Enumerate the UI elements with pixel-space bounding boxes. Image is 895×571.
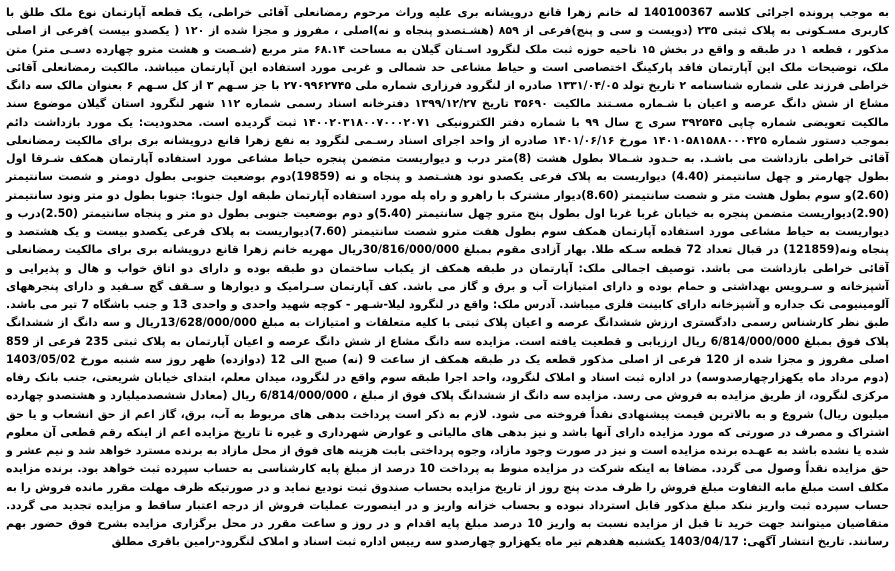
auction-notice-text: به موجب پرونده اجرائی کلاسه 140100367 له خانم زهرا قانع درویشانه بری علیه وراث مرحوم رمضانعلی آقائی خراطی، یک قطعه آپارتمان نوع ملک طلق با کاربری مسـکونی به پلاک ثبتی ۲۳۵ (دویست و سی و پنج)فرعی از ۸۵۹ (هشـتصدو پنجاه و نه)اصلی ، مفروز و مجزا شده از ۱۲۰ ( یکصدو بیست )فرعی از اصلی مذکور ، قطعه ۱ در طبقه و واقع در بخش ۱۵ ناحیه حوزه ثبت ملک لنگرود اسـتان گیلان به مساحت ۶۸.۱۴ متر مربع (شـصت و هشت مترو چهارده دسـی متر) متن ملک، توضیحات ملک این آپارتمان فاقد پارکینگ اختصاصی است و حیاط مشاعی حد شمالی و غربی مورد استفاده این آپارتمان میباشد. مالکیت رمضانعلی آقائی خراطی فرزند علی شماره شناسنامه ۲ تاریخ تولد ۱۳۳۱/۰۴/۰۵ صادره از لنگرود فرزاری شماره ملی ۲۷۰۹۹۶۲۷۴۵ با جز سـهم ۳ از کل سـهم ۶ بعنوان مالک سه دانگ مشاع از شش دانگ عرصه و اعیان با شـماره مسـتند مالکیت ۳۵۶۹۰ تاریخ ۱۳۹۹/۱۲/۲۷ دفترخانه اسناد رسمی شماره ۱۱۲ شهر لنگرود استان گیلان موضوع سند مالکیت تعویضی شماره چاپی ۳۹۲۵۴۵ سری ج سال ۹۹ با شماره دفتر الکترونیکی ۱۴۰۰۲۰۳۱۸۰۰۷۰۰۰۲۰۷۱ ثبت گردیده است. محدودیت: یک مورد بازداشت دائم بموجب دستور شماره ۱۴۰۱۰۵۸۱۵۸۸۰۰۰۴۲۵ مورخ ۱۴۰۱/۰۶/۱۶ صادره از واحد اجرای اسناد رسـمی لنگرود به نفع زهرا قانع درویشانه بری برای مالکیت رمضانعلی آقائی خراطی بازداشت می باشـد. به حـدود شـمالا بطول هشت (8)متر درب و دیواریست متضمن پنجره حیاط مشاعی مورد استفاده آپارتمان همکف شـرقا اول بطول چهارمتر و چهل سانتیمتر (4.40) دیواریست به پلاک فرعی یکصدو نود هشـتصد و پنجاه و نه (19859)دوم بوضعیت جنوبی بطول دومتر و شصت سانتیمتر (2.60)و سوم بطول هشت متر و شصت سانتیمتر (8.60)دیوار مشترک با راهرو و راه پله مورد استفاده آپارتمان طبقه اول جنوبا: جنوبا بطول دو متر ونود سانتیمتر (2.90)دیواریست متضمن پنجره به خیابان غربا غربا اول بطول پنج مترو چهل سانتیمتر (5.40)و دوم بوضعیت جنوبی بطول دو متر و پنجاه سانتیمتر (2.50)درب و دیواریست به حیاط مشاعی مورد استفاده آپارتمان همکف سوم بطول هفت مترو شصت سانتیمتر (7.60)دیواریست به پلاک فرعی یکصدو بیست و یک هشتصد و پنجاه ونه(121859) در قبال تعداد 72 قطعه سـکه طلا. بهار آزادی مقوم بمبلغ 30/816/000/000ریال مهریه خانم زهرا قانع درویشانه بری برای مالکیت رمضانعلی آقائی خراطی بازداشت می باشد. توصیف اجمالی ملک: آپارتمان در طبقه همکف از یکباب ساختمان دو طبقه بوده و دارای دو اتاق خواب و هال و پذیرایی و آشپزخانه و سـرویس بهداشتی و حمام بوده و دارای امتیازات آب و برق و گاز می باشد. کف آپارتمان سـرامیک و دیوارها و سـقف گچ سـفید و دارای پنجرههای آلومینیومی تک جداره و آشپزخانه دارای کابینت فلزی میباشد. آدرس ملک: واقع در لنگرود لیلا-شـهر - کوچه شهید واحدی و واحدی 13 و جنب باشگاه 7 تیر می باشد. طبق نظر کارشناس رسمی دادگستری ارزش ششدانگ عرصه و اعیان پلاک ثبتی با کلیه متعلقات و امتیازات به مبلغ 13/628/000/000ریال و سه دانگ از ششدانگ پلاک فوق بمبلغ 6/814/000/000 ریال ارزیابی و قطعیت یافته است. مزایده سه دانگ مشاع از شش دانگ عرصه و اعیان آپارتمان به پلاک ثبتی 235 فرعی از 859 اصلی مفروز و مجزا شده از 120 فرعی از اصلی مذکور قطعه یک در طبقه همکف از ساعت 9 (نه) صبح الی 12 (دوازده) ظهر روز سه شنبه مورخ 1403/05/02 (دوم مرداد ماه یکهزارچهارصدوسه) در اداره ثبت اسناد و املاک لنگرود، واحد اجرا طبقه سوم واقع در لنگرود، میدان معلم، ابتدای خیابان شریعتی، جنب بانک رفاه مرکزی لنگرود، از طریق مزایده به فروش می رسد. مزایده سه دانگ از ششدانگ پلاک فوق از مبلغ ، 6/814/000/000 ریال (معادل ششصدمیلیارد و هشتصدو چهارده میلیون ریال) شروع و به بالاترین قیمت پیشنهادی نقداً فروخته می شود. لازم به ذکر است پرداخت بدهی های مربوط به آب، برق، گاز اعم از حق انشعاب و یا حق اشتراک و مصرف در صورتی که مورد مزایده دارای آنها باشد و نیز بدهی های مالیاتی و عوارض شهرداری و غیره تا تاریخ مزایده اعم از اینکه رقم قطعی آن معلوم شده یا نشده باشد به عهـده برنده مزایده است و نیز در صورت وجود مازاد، وجوه پرداختی بابت هزینه های فوق از محل مازاد به برنده مسترد خواهد شد و نیم عشر و حق مزایده نقداً وصول می گردد. مضافا به اینکه شرکت در مزایده منوط به پرداخت 10 درصد از مبلغ پایه کارشناسی به حساب سپرده ثبت خواهد بود. برنده مزایده مکلف است مبلغ مابه التفاوت مبلغ فروش را ظرف مدت پنج روز از تاریخ مزایده بحساب صندوق ثبت تودیع نماید و در صورتیکه ظرف مهلت مقرر مانده فروش را به حساب سپرده ثبت واریز ننکد مبلغ مذکور قابل استرداد نبوده و بحساب خزانه واریز و در اینصورت عملیات فروش از درجه اعتبار ساقط و مزایده تجدید می گردد. متقاضیان میتوانند جهت خرید تا قبل از مزایده نسبت به واریز 10 درصد مبلغ پایه اقدام و در روز و ساعت مقرر در محل برگزاری مزایده بشرح فوق حضور بهم رسانند. تاریخ انتشار آگهی: 1403/04/17 یکشنبه هفدهم تیر ماه یکهزارو چهارصدو سه رییس اداره ثبت اسناد و املاک لنگرود-رامین باقری مطلق	[6, 6, 890, 549]
